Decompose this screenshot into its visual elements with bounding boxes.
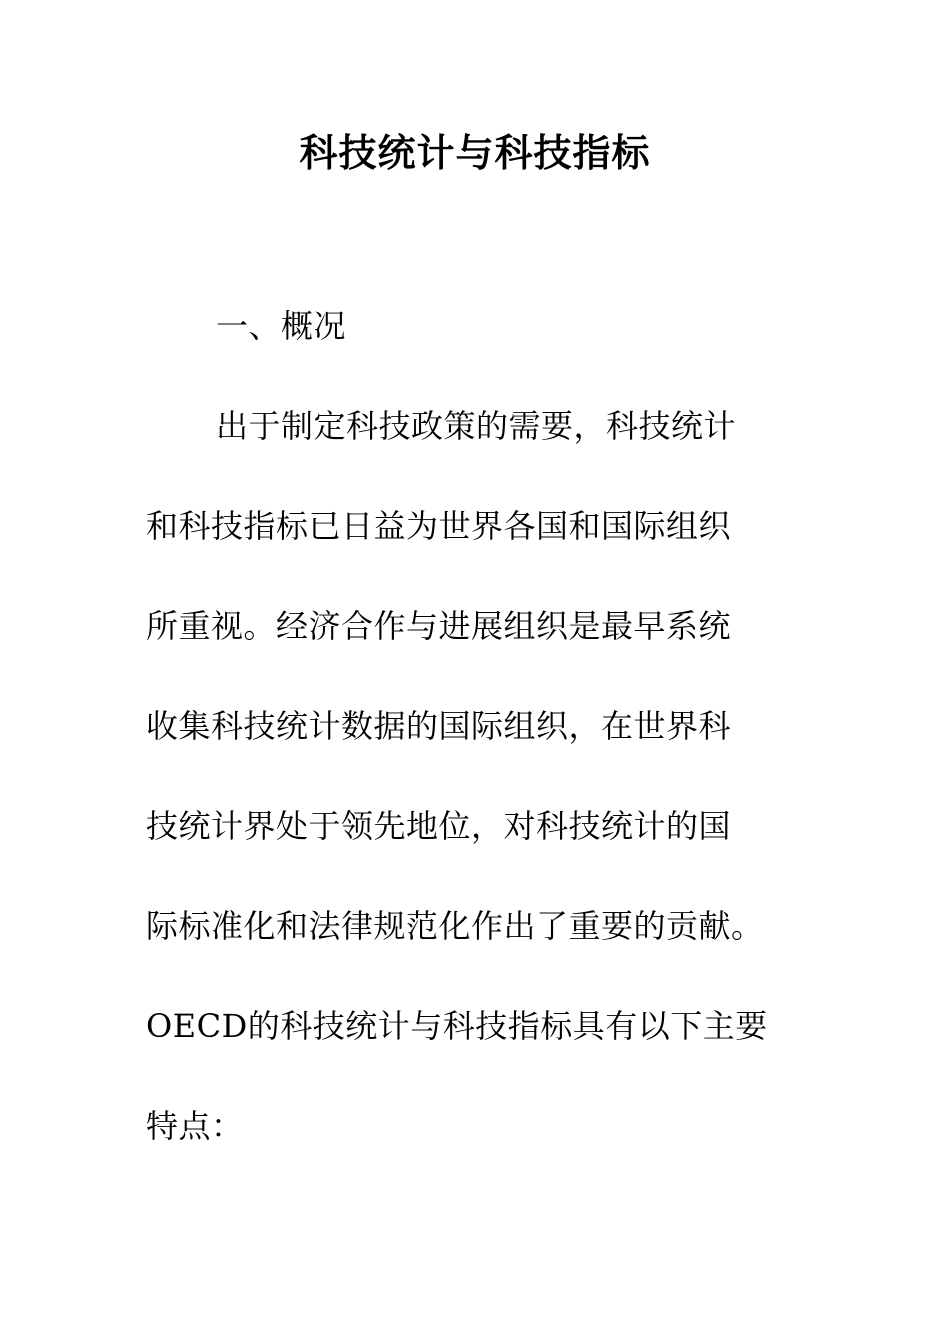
paragraph-line: 收集科技统计数据的国际组织，在世界科 <box>146 707 732 745</box>
section-heading: 一、概况 <box>216 307 347 345</box>
paragraph-line: 和科技指标已日益为世界各国和国际组织 <box>146 507 732 545</box>
document-title: 科技统计与科技指标 <box>299 131 651 175</box>
paragraph-line: 特点： <box>146 1107 244 1145</box>
paragraph-line: 际标准化和法律规范化作出了重要的贡献。 <box>146 907 764 945</box>
paragraph-line: 出于制定科技政策的需要，科技统计 <box>216 407 737 445</box>
paragraph-line: 所重视。经济合作与进展组织是最早系统 <box>146 607 732 645</box>
paragraph-line: OECD的科技统计与科技指标具有以下主要 <box>146 1007 768 1045</box>
paragraph-line: 技统计界处于领先地位，对科技统计的国 <box>146 807 732 845</box>
